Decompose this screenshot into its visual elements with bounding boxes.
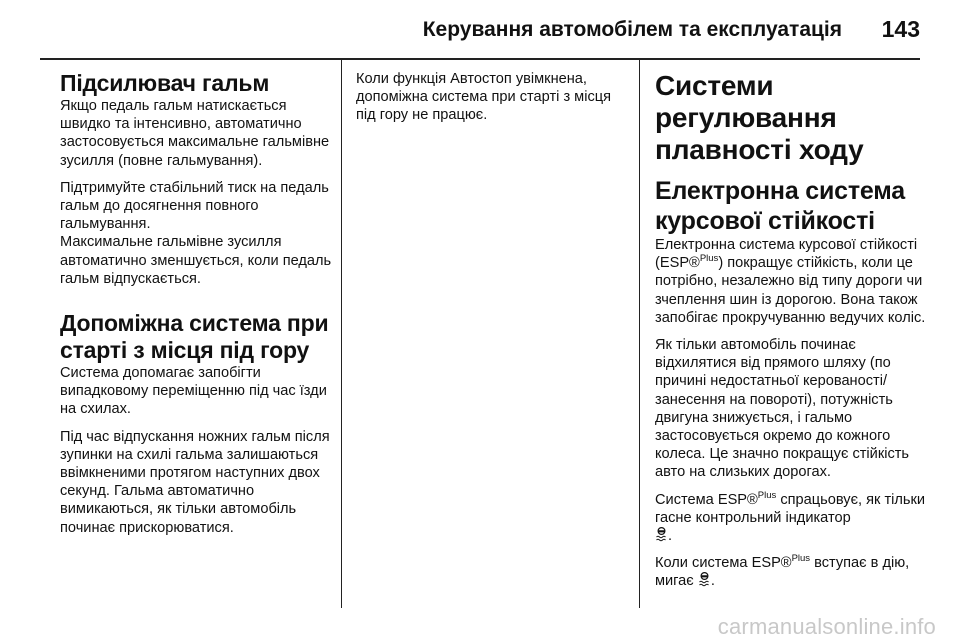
page-number: 143 xyxy=(881,16,920,42)
paragraph: Якщо педаль гальм натискається швидко та інтенсивно, автоматично застосовується максимальне гальмівне зусилля (повне гальмування). xyxy=(60,98,330,169)
paragraph-esp-intervene: Коли система ESP®$^{Plus}$ вступає в дію, мигає . xyxy=(655,553,910,590)
header-title: Керування автомобілем та експлуатація xyxy=(422,18,842,41)
paragraph: Система допомагає запобігти випадковому переміщенню під час їзди на схилах. xyxy=(60,365,327,418)
esp-skid-car-icon xyxy=(698,572,711,587)
heading-hill-start-assist: Допоміжна система при старті з місця під гору xyxy=(60,310,329,364)
heading-ride-control: Системи регулювання плавності ходу xyxy=(655,70,864,165)
plus-superscript: Plus xyxy=(699,253,719,265)
column-2 xyxy=(356,70,628,125)
heading-brake-assist: Підсилювач гальм xyxy=(60,70,270,96)
plus-superscript: Plus xyxy=(791,553,811,565)
paragraph: Підтримуйте стабільний тиск на педаль гальм до досягнення повного гальмування. xyxy=(60,179,329,233)
paragraph: Під час відпускання ножних гальм після зупинки на схилі гальма залишаються ввімкненими протягом наступних двох секунд. Гальма автоматично вимикаються, як тільки автомобіль починає прискорюватися. xyxy=(60,428,330,536)
paragraph-esp-intro: Електронна система курсової стійкості (ESP®$^{Plus}$) покращує стійкість, коли це потрібно, незалежно від типу дороги чи зчеплення шин із дорогою. Вона також запобігає прокручуванню ведучих коліс. xyxy=(655,237,926,326)
paragraph: Як тільки автомобіль починає відхилятися від прямого шляху (по причині недостатньої керованості/ занесення на повороті), потужність двигуна знижується, і гальмо застосовується окремо до кожного колеса. Це значно покращує стійкість авто на слизьких дорогах. xyxy=(655,337,910,481)
plus-superscript: Plus xyxy=(757,489,777,501)
column-divider-2 xyxy=(639,60,640,608)
paragraph: Коли функція Автостоп увімкнена, допоміжна система при старті з місця під гору не працює. xyxy=(356,71,612,124)
header-rule xyxy=(40,58,920,60)
paragraph: Максимальне гальмівне зусилля автоматично зменшується, коли педаль гальм відпускається. xyxy=(60,234,332,287)
column-3 xyxy=(655,70,927,591)
page-header xyxy=(0,0,960,60)
column-1 xyxy=(60,70,332,537)
heading-esp: Електронна система курсової стійкості xyxy=(655,177,905,235)
paragraph-esp-active: Система ESP®$^{Plus}$ спрацьовує, як тільки гасне контрольний індикатор . xyxy=(655,489,926,545)
column-divider-1 xyxy=(341,60,342,608)
watermark: carmanualsonline.info xyxy=(717,614,936,639)
esp-skid-car-icon xyxy=(655,527,668,542)
